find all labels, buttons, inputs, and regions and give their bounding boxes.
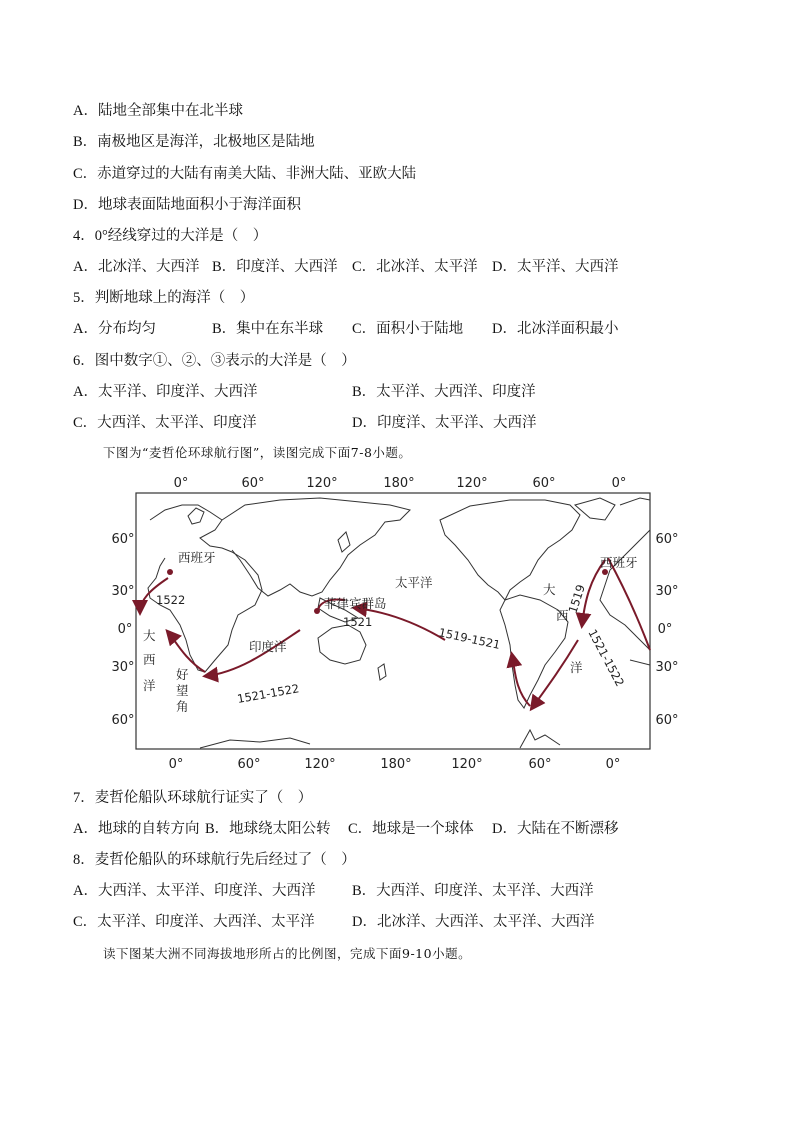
q5-stem: 5．判断地球上的海洋（ ） [73, 290, 255, 306]
right-lat-label: 30° [655, 584, 679, 599]
bottom-lon-label: 120° [451, 757, 483, 772]
q7-option-b: B．地球绕太阳公转 [205, 821, 331, 837]
top-lon-label: 120° [456, 476, 488, 491]
q5-option-c: C．面积小于陆地 [352, 321, 464, 337]
intro-questions-9-10: 读下图某大洲不同海拔地形所占的比例图，完成下面9-10小题。 [103, 946, 472, 961]
left-lat-label: 30° [111, 660, 135, 675]
q4-option-a: A．北冰洋、大西洋 [73, 259, 200, 275]
magellan-route-map [108, 468, 679, 774]
year-label-1522: 1522 [156, 593, 186, 607]
bottom-lon-label: 60° [528, 757, 552, 772]
indian-ocean-label: 印度洋 [249, 639, 287, 654]
q5-option-b: B．集中在东半球 [212, 321, 324, 337]
left-lat-label: 60° [111, 532, 135, 547]
q5-option-a: A．分布均匀 [73, 321, 156, 337]
bottom-lon-label: 180° [380, 757, 412, 772]
atlantic-right-char: 西 [556, 608, 569, 623]
left-lat-label: 30° [111, 584, 135, 599]
year-label-1519-1521: 1519-1521 [437, 625, 502, 652]
route-cape-west [168, 632, 205, 672]
q3-option-a: A．陆地全部集中在北半球 [73, 103, 243, 119]
q6-option-b: B．太平洋、大西洋、印度洋 [352, 384, 536, 400]
top-lon-label: 180° [383, 476, 415, 491]
cape-label-char: 角 [176, 699, 189, 714]
q7-option-a: A．地球的自转方向 [73, 821, 200, 837]
pacific-ocean-label: 太平洋 [395, 575, 433, 590]
q8-option-b: B．大西洋、印度洋、太平洋、大西洋 [352, 883, 594, 899]
atlantic-right-char: 洋 [570, 660, 583, 675]
intro-questions-7-8: 下图为“麦哲伦环球航行图”，读图完成下面7-8小题。 [103, 445, 412, 460]
philippines-dot [314, 608, 320, 614]
q5-option-d: D．北冰洋面积最小 [492, 321, 619, 337]
year-label-1519: 1519 [565, 582, 588, 615]
q8-option-d: D．北冰洋、大西洋、太平洋、大西洋 [352, 914, 595, 930]
q6-option-a: A．太平洋、印度洋、大西洋 [73, 384, 258, 400]
q7-option-c: C．地球是一个球体 [348, 821, 474, 837]
route-1521-1522-right [608, 558, 650, 650]
q4-stem: 4．0°经线穿过的大洋是（ ） [73, 228, 268, 244]
right-lat-label: 60° [655, 713, 679, 728]
q6-stem: 6．图中数字①、②、③表示的大洋是（ ） [73, 353, 356, 369]
spain-left-dot [167, 569, 173, 575]
year-label-1521-1522: 1521-1522 [236, 681, 301, 706]
q8-option-c: C．太平洋、印度洋、大西洋、太平洋 [73, 914, 315, 930]
right-lat-label: 0° [657, 622, 673, 637]
atlantic-left-char: 洋 [143, 678, 156, 693]
coastlines [148, 498, 650, 748]
right-lat-label: 30° [655, 660, 679, 675]
bottom-lon-label: 0° [605, 757, 621, 772]
q3-option-c: C．赤道穿过的大陆有南美大陆、非洲大陆、亚欧大陆 [73, 166, 417, 182]
left-lat-label: 0° [117, 622, 133, 637]
year-label-1521: 1521 [343, 615, 373, 629]
top-lon-label: 120° [306, 476, 338, 491]
top-lon-label: 60° [241, 476, 265, 491]
q6-option-d: D．印度洋、太平洋、大西洋 [352, 415, 537, 431]
q4-option-c: C．北冰洋、太平洋 [352, 259, 478, 275]
q3-option-d: D．地球表面陆地面积小于海洋面积 [73, 197, 301, 213]
spain-left-label: 西班牙 [178, 550, 216, 565]
q3-option-b: B．南极地区是海洋，北极地区是陆地 [73, 134, 315, 150]
left-lat-label: 60° [111, 713, 135, 728]
q6-option-c: C．大西洋、太平洋、印度洋 [73, 415, 257, 431]
atlantic-right-char: 大 [543, 582, 556, 597]
q8-option-a: A．大西洋、太平洋、印度洋、大西洋 [73, 883, 316, 899]
q4-option-b: B．印度洋、大西洋 [212, 259, 338, 275]
bottom-lon-label: 120° [304, 757, 336, 772]
q7-stem: 7．麦哲伦船队环球航行证实了（ ） [73, 790, 313, 806]
q7-option-d: D．大陆在不断漂移 [492, 821, 619, 837]
top-lon-label: 60° [532, 476, 556, 491]
year-label-1521-1522-right: 1521-1522 [585, 626, 628, 689]
top-lon-label: 0° [611, 476, 627, 491]
top-lon-label: 0° [173, 476, 189, 491]
philippines-label: 菲律宾群岛 [324, 596, 387, 611]
atlantic-left-char: 西 [143, 652, 156, 667]
bottom-lon-label: 60° [237, 757, 261, 772]
spain-right-label: 西班牙 [600, 555, 638, 570]
q8-stem: 8．麦哲伦船队的环球航行先后经过了（ ） [73, 852, 356, 868]
bottom-lon-label: 0° [168, 757, 184, 772]
cape-label-char: 望 [176, 683, 189, 698]
atlantic-left-char: 大 [143, 628, 156, 643]
q4-option-d: D．太平洋、大西洋 [492, 259, 619, 275]
cape-label-char: 好 [176, 667, 189, 682]
right-lat-label: 60° [655, 532, 679, 547]
